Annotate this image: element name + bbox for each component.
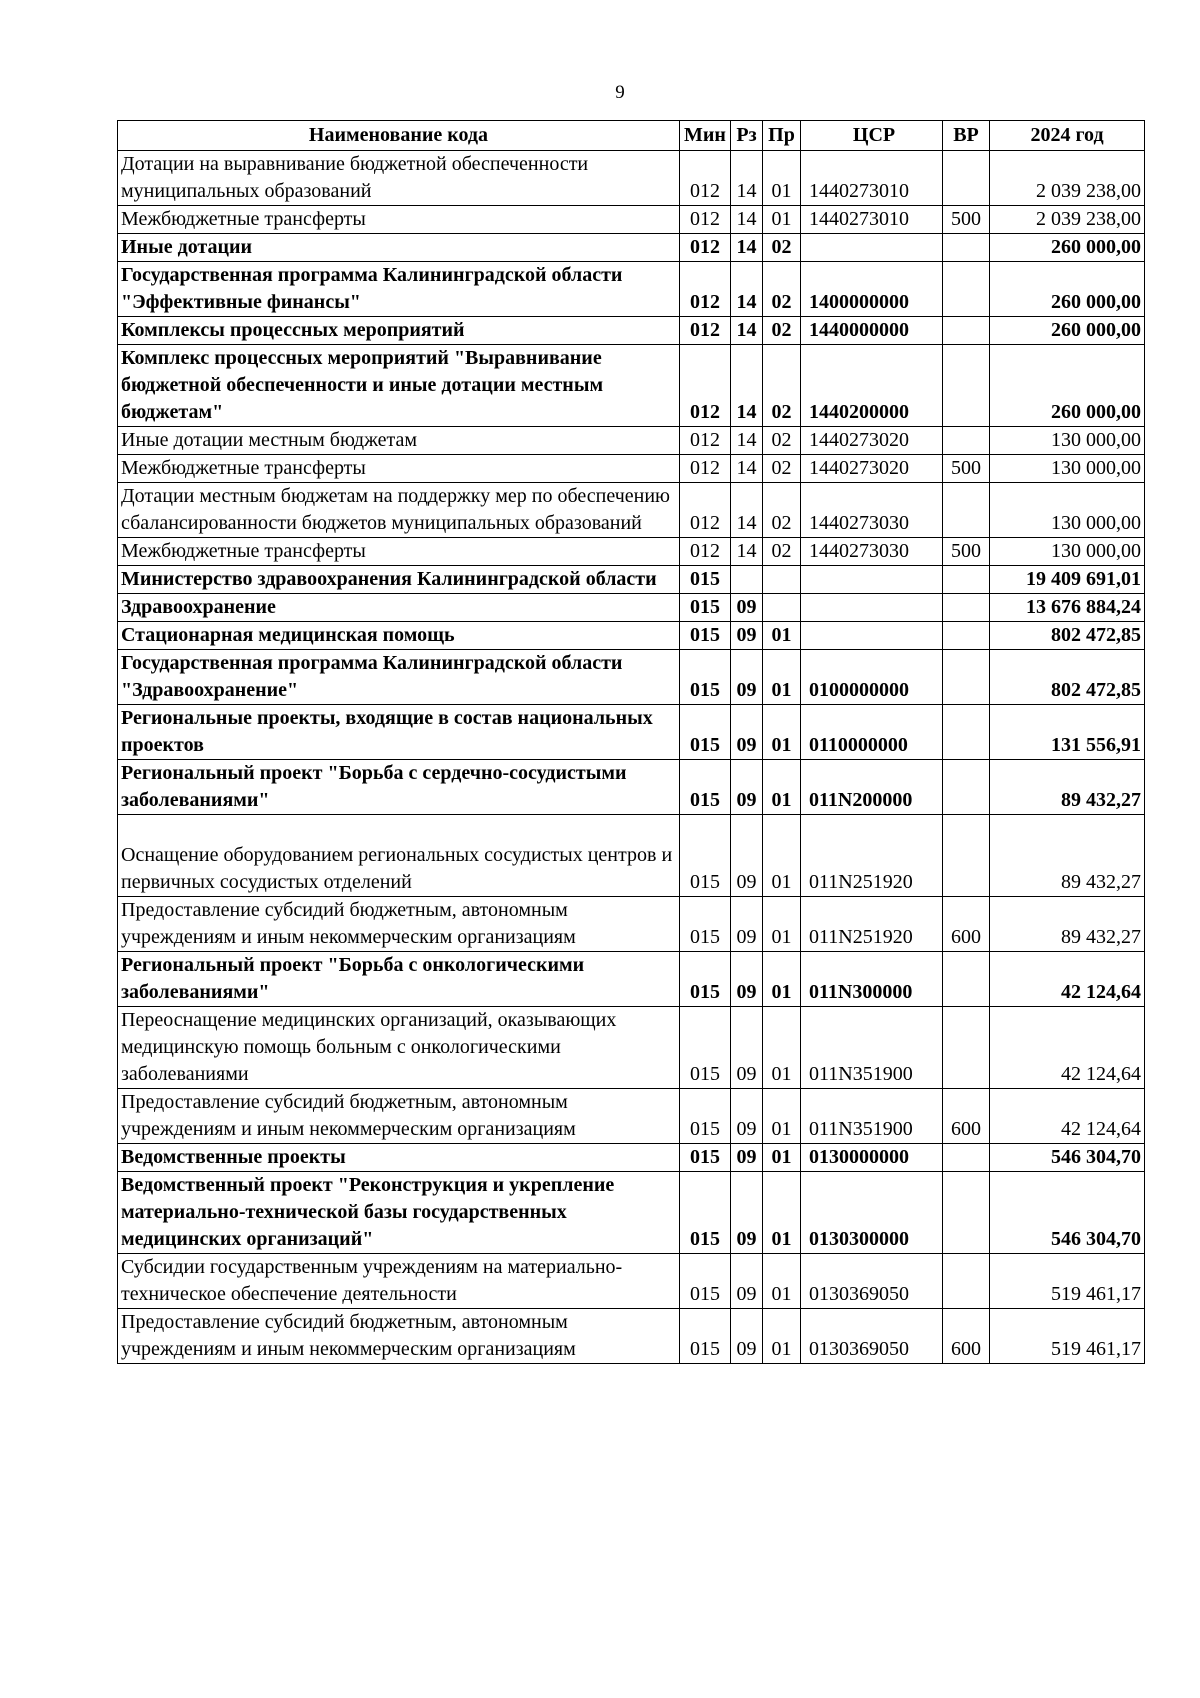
cell-pr: 01 <box>763 1309 801 1364</box>
cell-vr <box>943 952 990 1007</box>
cell-pr: 01 <box>763 952 801 1007</box>
table-row <box>118 622 1145 650</box>
table-row <box>118 1144 1145 1172</box>
cell-min: 012 <box>680 483 731 538</box>
cell-rz: 09 <box>731 1007 763 1089</box>
table-row <box>118 705 1145 760</box>
cell-amount: 130 000,00 <box>990 538 1145 566</box>
cell-name: Государственная программа Калининградской области "Эффективные финансы" <box>118 262 680 317</box>
cell-rz: 14 <box>731 206 763 234</box>
table-row <box>118 594 1145 622</box>
cell-pr: 01 <box>763 1007 801 1089</box>
cell-csr: 0130000000 <box>801 1144 943 1172</box>
cell-rz: 14 <box>731 151 763 206</box>
table-row <box>118 427 1145 455</box>
table-row <box>118 897 1145 952</box>
cell-pr: 01 <box>763 1254 801 1309</box>
cell-csr: 0130369050 <box>801 1254 943 1309</box>
cell-pr: 01 <box>763 815 801 897</box>
cell-rz: 09 <box>731 1172 763 1254</box>
cell-amount: 546 304,70 <box>990 1172 1145 1254</box>
table-row <box>118 151 1145 206</box>
table-row <box>118 262 1145 317</box>
cell-vr: 600 <box>943 897 990 952</box>
cell-name: Государственная программа Калининградской области "Здравоохранение" <box>118 650 680 705</box>
cell-name: Комплексы процессных мероприятий <box>118 317 680 345</box>
cell-csr: 1440273010 <box>801 151 943 206</box>
cell-min: 015 <box>680 566 731 594</box>
cell-min: 015 <box>680 650 731 705</box>
cell-vr <box>943 1007 990 1089</box>
cell-name: Региональный проект "Борьба с сердечно-сосудистыми заболеваниями" <box>118 760 680 815</box>
cell-min: 012 <box>680 455 731 483</box>
cell-min: 012 <box>680 234 731 262</box>
cell-csr <box>801 594 943 622</box>
cell-pr: 02 <box>763 234 801 262</box>
cell-min: 012 <box>680 151 731 206</box>
table-row <box>118 345 1145 427</box>
cell-csr: 011N351900 <box>801 1007 943 1089</box>
cell-vr <box>943 705 990 760</box>
cell-vr <box>943 622 990 650</box>
table-row <box>118 815 1145 897</box>
table-body <box>118 151 1145 1364</box>
cell-rz: 14 <box>731 483 763 538</box>
cell-amount: 802 472,85 <box>990 650 1145 705</box>
table-row <box>118 483 1145 538</box>
cell-vr <box>943 317 990 345</box>
cell-rz: 09 <box>731 1144 763 1172</box>
table-row <box>118 566 1145 594</box>
cell-rz: 09 <box>731 705 763 760</box>
cell-vr <box>943 262 990 317</box>
header-amount: 2024 год <box>990 121 1145 151</box>
cell-pr: 01 <box>763 1172 801 1254</box>
cell-rz: 09 <box>731 622 763 650</box>
cell-csr: 011N200000 <box>801 760 943 815</box>
cell-min: 015 <box>680 594 731 622</box>
cell-amount: 42 124,64 <box>990 1007 1145 1089</box>
cell-vr <box>943 427 990 455</box>
header-min: Мин <box>680 121 731 151</box>
cell-csr: 1440200000 <box>801 345 943 427</box>
cell-csr: 0130300000 <box>801 1172 943 1254</box>
cell-vr <box>943 815 990 897</box>
header-csr: ЦСР <box>801 121 943 151</box>
cell-amount: 131 556,91 <box>990 705 1145 760</box>
cell-pr: 02 <box>763 345 801 427</box>
cell-vr <box>943 345 990 427</box>
cell-amount: 130 000,00 <box>990 427 1145 455</box>
table-row <box>118 760 1145 815</box>
header-pr: Пр <box>763 121 801 151</box>
table-row <box>118 1309 1145 1364</box>
cell-csr: 011N351900 <box>801 1089 943 1144</box>
cell-amount: 89 432,27 <box>990 760 1145 815</box>
cell-name: Предоставление субсидий бюджетным, автономным учреждениям и иным некоммерческим организациям <box>118 897 680 952</box>
cell-min: 015 <box>680 897 731 952</box>
table-header-row <box>118 121 1145 151</box>
cell-min: 015 <box>680 952 731 1007</box>
table-row <box>118 317 1145 345</box>
cell-pr <box>763 594 801 622</box>
cell-rz: 09 <box>731 760 763 815</box>
cell-vr <box>943 566 990 594</box>
cell-name: Субсидии государственным учреждениям на материально-техническое обеспечение деятельности <box>118 1254 680 1309</box>
cell-vr <box>943 483 990 538</box>
cell-vr <box>943 1254 990 1309</box>
cell-name: Ведомственные проекты <box>118 1144 680 1172</box>
cell-min: 015 <box>680 1254 731 1309</box>
cell-name: Межбюджетные трансферты <box>118 455 680 483</box>
cell-pr: 01 <box>763 206 801 234</box>
cell-amount: 260 000,00 <box>990 234 1145 262</box>
table-row <box>118 234 1145 262</box>
cell-rz: 09 <box>731 594 763 622</box>
cell-rz: 09 <box>731 897 763 952</box>
cell-csr: 1440000000 <box>801 317 943 345</box>
cell-min: 012 <box>680 317 731 345</box>
cell-pr: 01 <box>763 705 801 760</box>
cell-pr: 02 <box>763 483 801 538</box>
cell-min: 015 <box>680 1007 731 1089</box>
cell-amount: 89 432,27 <box>990 815 1145 897</box>
cell-csr <box>801 234 943 262</box>
cell-amount: 42 124,64 <box>990 1089 1145 1144</box>
cell-amount: 13 676 884,24 <box>990 594 1145 622</box>
cell-name: Предоставление субсидий бюджетным, автономным учреждениям и иным некоммерческим организациям <box>118 1089 680 1144</box>
cell-name: Региональные проекты, входящие в состав национальных проектов <box>118 705 680 760</box>
cell-pr: 01 <box>763 760 801 815</box>
cell-name: Ведомственный проект "Реконструкция и укрепление материально-технической базы государственных медицинских организаций" <box>118 1172 680 1254</box>
cell-vr <box>943 1172 990 1254</box>
budget-table <box>117 120 1145 1364</box>
cell-min: 015 <box>680 1089 731 1144</box>
cell-amount: 2 039 238,00 <box>990 151 1145 206</box>
table-row <box>118 952 1145 1007</box>
cell-name: Межбюджетные трансферты <box>118 538 680 566</box>
cell-name: Переоснащение медицинских организаций, оказывающих медицинскую помощь больным с онкологическими заболеваниями <box>118 1007 680 1089</box>
cell-name: Дотации на выравнивание бюджетной обеспеченности муниципальных образований <box>118 151 680 206</box>
cell-rz: 14 <box>731 538 763 566</box>
cell-rz: 09 <box>731 1254 763 1309</box>
cell-rz <box>731 566 763 594</box>
cell-min: 015 <box>680 815 731 897</box>
cell-csr: 1440273030 <box>801 483 943 538</box>
cell-name: Предоставление субсидий бюджетным, автономным учреждениям и иным некоммерческим организациям <box>118 1309 680 1364</box>
cell-min: 012 <box>680 345 731 427</box>
cell-name: Региональный проект "Борьба с онкологическими заболеваниями" <box>118 952 680 1007</box>
cell-amount: 89 432,27 <box>990 897 1145 952</box>
cell-csr: 1440273020 <box>801 427 943 455</box>
cell-amount: 260 000,00 <box>990 262 1145 317</box>
cell-vr: 500 <box>943 455 990 483</box>
cell-min: 015 <box>680 1144 731 1172</box>
cell-amount: 130 000,00 <box>990 483 1145 538</box>
cell-csr <box>801 622 943 650</box>
cell-amount: 130 000,00 <box>990 455 1145 483</box>
cell-amount: 546 304,70 <box>990 1144 1145 1172</box>
table-row <box>118 1254 1145 1309</box>
cell-min: 015 <box>680 622 731 650</box>
cell-amount: 260 000,00 <box>990 317 1145 345</box>
table-row <box>118 455 1145 483</box>
cell-pr: 02 <box>763 427 801 455</box>
cell-vr: 600 <box>943 1309 990 1364</box>
cell-csr: 0130369050 <box>801 1309 943 1364</box>
cell-rz: 14 <box>731 262 763 317</box>
cell-vr <box>943 650 990 705</box>
cell-rz: 14 <box>731 427 763 455</box>
cell-rz: 14 <box>731 317 763 345</box>
cell-csr: 0100000000 <box>801 650 943 705</box>
cell-csr: 1400000000 <box>801 262 943 317</box>
cell-rz: 09 <box>731 1309 763 1364</box>
cell-name: Стационарная медицинская помощь <box>118 622 680 650</box>
cell-csr: 1440273010 <box>801 206 943 234</box>
cell-rz: 09 <box>731 1089 763 1144</box>
cell-rz: 14 <box>731 234 763 262</box>
cell-amount: 519 461,17 <box>990 1254 1145 1309</box>
cell-csr: 011N251920 <box>801 815 943 897</box>
cell-min: 012 <box>680 262 731 317</box>
cell-csr: 1440273020 <box>801 455 943 483</box>
table-row <box>118 1172 1145 1254</box>
cell-pr: 01 <box>763 1089 801 1144</box>
cell-min: 015 <box>680 705 731 760</box>
cell-amount: 42 124,64 <box>990 952 1145 1007</box>
cell-csr: 011N300000 <box>801 952 943 1007</box>
cell-rz: 09 <box>731 952 763 1007</box>
cell-min: 012 <box>680 206 731 234</box>
cell-rz: 14 <box>731 345 763 427</box>
cell-vr: 500 <box>943 206 990 234</box>
cell-csr: 011N251920 <box>801 897 943 952</box>
cell-vr <box>943 594 990 622</box>
table-row <box>118 538 1145 566</box>
cell-pr: 01 <box>763 622 801 650</box>
cell-rz: 09 <box>731 650 763 705</box>
cell-vr: 600 <box>943 1089 990 1144</box>
cell-name: Комплекс процессных мероприятий "Выравнивание бюджетной обеспеченности и иные дотации местным бюджетам" <box>118 345 680 427</box>
cell-name: Министерство здравоохранения Калининградской области <box>118 566 680 594</box>
cell-pr: 01 <box>763 650 801 705</box>
table-row <box>118 1089 1145 1144</box>
cell-vr <box>943 1144 990 1172</box>
cell-amount: 519 461,17 <box>990 1309 1145 1364</box>
cell-name: Межбюджетные трансферты <box>118 206 680 234</box>
cell-pr <box>763 566 801 594</box>
page-number: 9 <box>615 82 625 103</box>
cell-min: 012 <box>680 427 731 455</box>
cell-min: 015 <box>680 1309 731 1364</box>
cell-pr: 01 <box>763 897 801 952</box>
cell-min: 015 <box>680 760 731 815</box>
cell-vr <box>943 151 990 206</box>
cell-name: Иные дотации <box>118 234 680 262</box>
table-row <box>118 650 1145 705</box>
cell-min: 015 <box>680 1172 731 1254</box>
cell-amount: 802 472,85 <box>990 622 1145 650</box>
cell-rz: 09 <box>731 815 763 897</box>
cell-min: 012 <box>680 538 731 566</box>
cell-rz: 14 <box>731 455 763 483</box>
cell-name: Иные дотации местным бюджетам <box>118 427 680 455</box>
cell-amount: 19 409 691,01 <box>990 566 1145 594</box>
cell-amount: 2 039 238,00 <box>990 206 1145 234</box>
cell-pr: 02 <box>763 455 801 483</box>
cell-pr: 02 <box>763 317 801 345</box>
cell-pr: 01 <box>763 151 801 206</box>
table-row <box>118 1007 1145 1089</box>
header-vr: ВР <box>943 121 990 151</box>
header-rz: Рз <box>731 121 763 151</box>
cell-vr: 500 <box>943 538 990 566</box>
cell-name: Оснащение оборудованием региональных сосудистых центров и первичных сосудистых отделений <box>118 815 680 897</box>
cell-pr: 02 <box>763 262 801 317</box>
cell-csr <box>801 566 943 594</box>
cell-csr: 0110000000 <box>801 705 943 760</box>
header-name: Наименование кода <box>118 121 680 151</box>
cell-vr <box>943 234 990 262</box>
cell-csr: 1440273030 <box>801 538 943 566</box>
cell-amount: 260 000,00 <box>990 345 1145 427</box>
cell-pr: 01 <box>763 1144 801 1172</box>
cell-name: Дотации местным бюджетам на поддержку мер по обеспечению сбалансированности бюджетов муниципальных образований <box>118 483 680 538</box>
cell-vr <box>943 760 990 815</box>
cell-name: Здравоохранение <box>118 594 680 622</box>
cell-pr: 02 <box>763 538 801 566</box>
table-row <box>118 206 1145 234</box>
